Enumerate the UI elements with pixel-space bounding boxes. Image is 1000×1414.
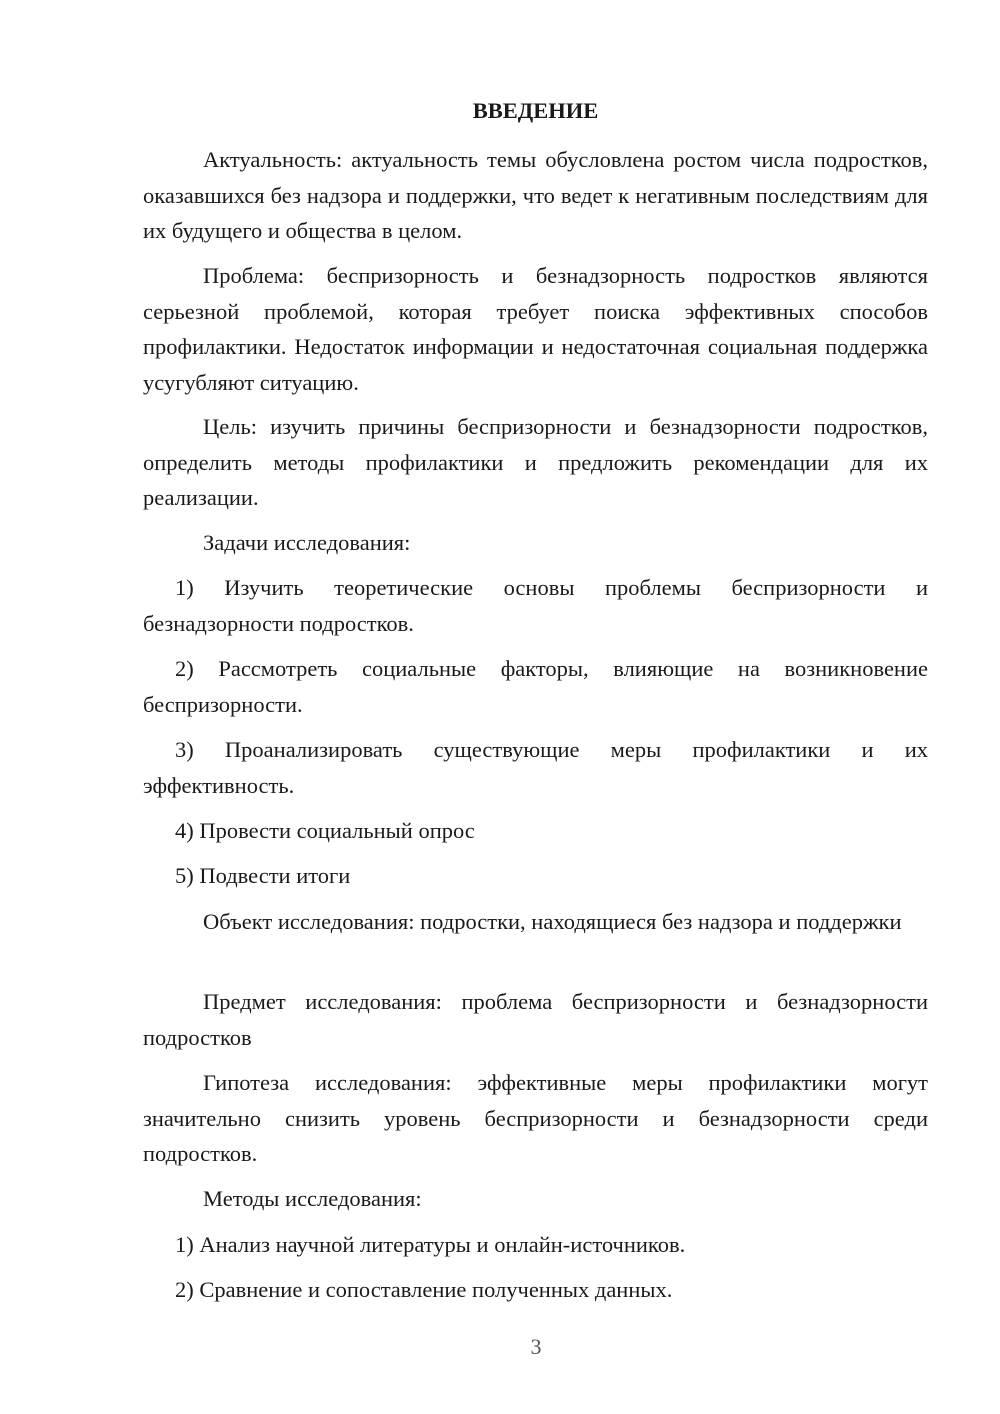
problem-paragraph: Проблема: беспризорность и безнадзорность подростков являются серьезной проблемой, которая требует поиска эффективных способов профилактики. Недостаток информации и недостаточная социальная поддержка усугубляют ситуацию.	[143, 263, 928, 395]
object-paragraph: Объект исследования: подростки, находящиеся без надзора и поддержки	[203, 909, 902, 934]
task-item-2: 2) Рассмотреть социальные факторы, влияющие на возникновение беспризорности.	[143, 656, 928, 717]
page-number: 3	[530, 1334, 542, 1359]
goal-paragraph: Цель: изучить причины беспризорности и безнадзорности подростков, определить методы профилактики и предложить рекомендации для их реализации.	[143, 414, 928, 510]
task-item-5: 5) Подвести итоги	[175, 863, 351, 888]
hypothesis-paragraph: Гипотеза исследования: эффективные меры профилактики могут значительно снизить уровень беспризорности и безнадзорности среди подростков.	[143, 1070, 928, 1166]
subject-paragraph: Предмет исследования: проблема беспризорности и безнадзорности подростков	[143, 989, 928, 1050]
task-item-4: 4) Провести социальный опрос	[175, 818, 475, 843]
method-item-2: 2) Сравнение и сопоставление полученных данных.	[175, 1277, 673, 1302]
methods-title: Методы исследования:	[203, 1186, 422, 1211]
task-item-1: 1) Изучить теоретические основы проблемы беспризорности и безнадзорности подростков.	[143, 575, 928, 636]
task-item-3: 3) Проанализировать существующие меры профилактики и их эффективность.	[143, 737, 928, 798]
relevance-paragraph: Актуальность: актуальность темы обусловлена ростом числа подростков, оказавшихся без надзора и поддержки, что ведет к негативным последствиям для их будущего и общества в целом.	[143, 147, 928, 243]
page-title: ВВЕДЕНИЕ	[472, 98, 599, 123]
tasks-title: Задачи исследования:	[203, 530, 411, 555]
method-item-1: 1) Анализ научной литературы и онлайн-источников.	[175, 1232, 686, 1257]
